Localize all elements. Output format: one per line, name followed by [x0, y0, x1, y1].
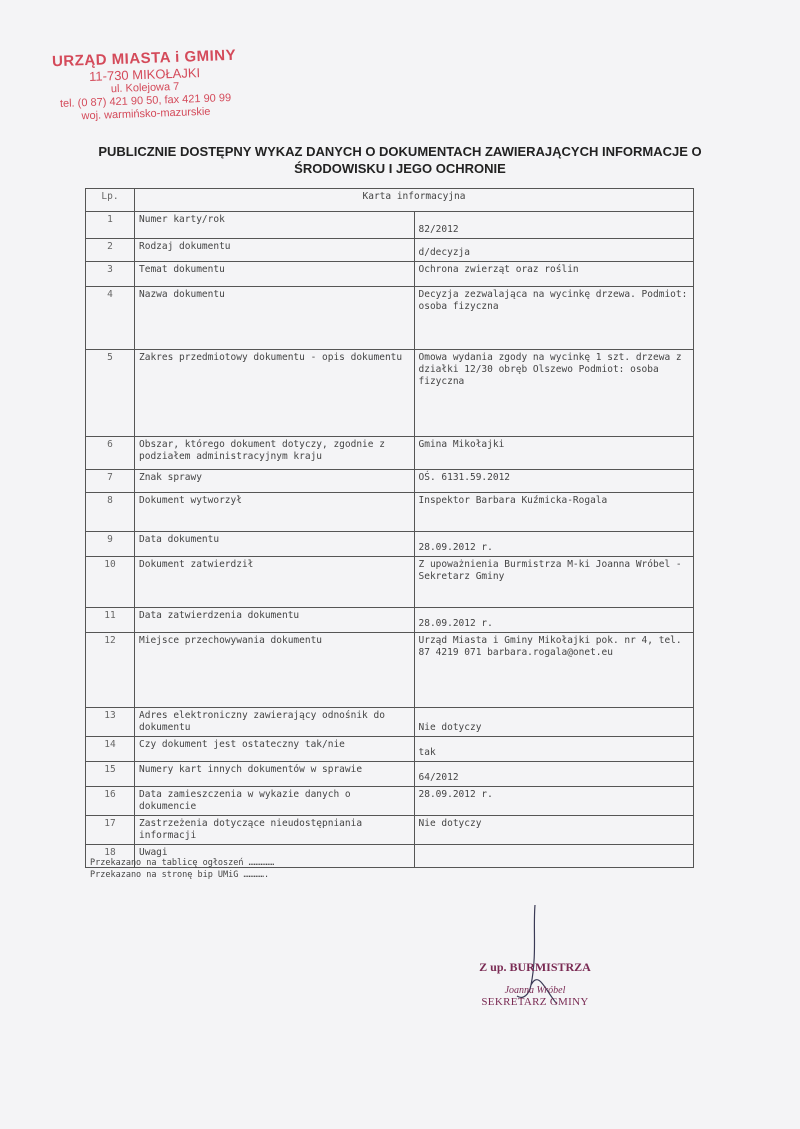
row-number: 15	[86, 762, 135, 787]
signature-stamp	[455, 960, 615, 1008]
table-row	[86, 633, 694, 708]
table-row	[86, 212, 694, 239]
row-value: 64/2012	[414, 762, 694, 787]
row-label: Numer karty/rok	[135, 212, 415, 239]
row-value: Inspektor Barbara Kuźmicka-Rogala	[414, 493, 694, 532]
stamp-region: woj. warmińsko-mazurskie	[81, 105, 211, 123]
row-label: Miejsce przechowywania dokumentu	[135, 633, 415, 708]
row-number: 16	[86, 787, 135, 816]
title-line-2: ŚRODOWISKU I JEGO OCHRONIE	[294, 161, 506, 176]
row-number: 14	[86, 737, 135, 762]
stamp-phone: tel. (0 87) 421 90 50, fax 421 90 99	[59, 92, 232, 110]
page-title	[80, 143, 720, 177]
row-label: Data zamieszczenia w wykazie danych o dokumencie	[135, 787, 415, 816]
row-value: Urząd Miasta i Gminy Mikołajki pok. nr 4, tel. 87 4219 071 barbara.rogala@onet.eu	[414, 633, 694, 708]
title-line-1: PUBLICZNIE DOSTĘPNY WYKAZ DANYCH O DOKUMENTACH ZAWIERAJĄCYCH INFORMACJE O	[98, 144, 702, 159]
row-number: 1	[86, 212, 135, 239]
row-value: 28.09.2012 r.	[414, 532, 694, 557]
row-number: 9	[86, 532, 135, 557]
row-number: 18	[86, 845, 135, 868]
table-row	[86, 737, 694, 762]
table-row	[86, 470, 694, 493]
stamp-postal-code: 11-730 MIKOŁAJKI	[88, 65, 201, 84]
row-label: Obszar, którego dokument dotyczy, zgodnie z podziałem administracyjnym kraju	[135, 437, 415, 470]
note-notice-board: Przekazano na tablicę ogłoszeń ……………	[90, 858, 275, 868]
row-number: 17	[86, 816, 135, 845]
row-value: Nie dotyczy	[414, 708, 694, 737]
header-title: Karta informacyjna	[135, 189, 694, 212]
signature-position: SEKRETARZ GMINY	[481, 996, 589, 1008]
row-number: 8	[86, 493, 135, 532]
row-value: Ochrona zwierząt oraz roślin	[414, 262, 694, 287]
row-number: 11	[86, 608, 135, 633]
header-lp: Lp.	[86, 189, 135, 212]
signature-authority: Z up. BURMISTRZA	[479, 960, 591, 974]
row-value: Z upoważnienia Burmistrza M-ki Joanna Wróbel - Sekretarz Gminy	[414, 557, 694, 608]
table-row	[86, 350, 694, 437]
row-number: 10	[86, 557, 135, 608]
row-label: Data dokumentu	[135, 532, 415, 557]
table-row	[86, 287, 694, 350]
information-card-table	[85, 188, 694, 868]
row-label: Data zatwierdzenia dokumentu	[135, 608, 415, 633]
row-value: 28.09.2012 r.	[414, 608, 694, 633]
row-number: 12	[86, 633, 135, 708]
row-label: Znak sprawy	[135, 470, 415, 493]
transfer-notes	[90, 857, 274, 881]
row-value: tak	[414, 737, 694, 762]
table-row	[86, 239, 694, 262]
row-value: Gmina Mikołajki	[414, 437, 694, 470]
table-row	[86, 532, 694, 557]
row-label: Temat dokumentu	[135, 262, 415, 287]
row-number: 7	[86, 470, 135, 493]
row-value: OŚ. 6131.59.2012	[414, 470, 694, 493]
table-row	[86, 557, 694, 608]
row-value: d/decyzja	[414, 239, 694, 262]
row-number: 6	[86, 437, 135, 470]
table-row	[86, 708, 694, 737]
row-value	[414, 845, 694, 868]
row-label: Uwagi	[135, 845, 415, 868]
row-value: 28.09.2012 r.	[414, 787, 694, 816]
stamp-street: ul. Kolejowa 7	[110, 80, 180, 96]
table-row	[86, 437, 694, 470]
row-value: 82/2012	[414, 212, 694, 239]
row-label: Zastrzeżenia dotyczące nieudostępniania informacji	[135, 816, 415, 845]
row-number: 4	[86, 287, 135, 350]
row-value: Nie dotyczy	[414, 816, 694, 845]
row-label: Dokument wytworzył	[135, 493, 415, 532]
table-row	[86, 493, 694, 532]
table-row	[86, 262, 694, 287]
note-bip-page: Przekazano na stronę bip UMiG ………….	[90, 870, 270, 880]
row-label: Zakres przedmiotowy dokumentu - opis dokumentu	[135, 350, 415, 437]
row-number: 2	[86, 239, 135, 262]
row-label: Nazwa dokumentu	[135, 287, 415, 350]
table-row	[86, 787, 694, 816]
row-number: 5	[86, 350, 135, 437]
table-row	[86, 608, 694, 633]
row-value: Omowa wydania zgody na wycinkę 1 szt. drzewa z działki 12/30 obręb Olszewo Podmiot: osoba fizyczna	[414, 350, 694, 437]
row-label: Numery kart innych dokumentów w sprawie	[135, 762, 415, 787]
row-label: Czy dokument jest ostateczny tak/nie	[135, 737, 415, 762]
table-row	[86, 762, 694, 787]
row-value: Decyzja zezwalająca na wycinkę drzewa. Podmiot: osoba fizyczna	[414, 287, 694, 350]
row-number: 3	[86, 262, 135, 287]
row-label: Adres elektroniczny zawierający odnośnik do dokumentu	[135, 708, 415, 737]
table-row	[86, 816, 694, 845]
office-stamp	[29, 46, 261, 125]
row-number: 13	[86, 708, 135, 737]
row-label: Dokument zatwierdził	[135, 557, 415, 608]
signature-name: Joanna Wróbel	[504, 985, 566, 996]
row-label: Rodzaj dokumentu	[135, 239, 415, 262]
table-header-row	[86, 189, 694, 212]
stamp-office-name: URZĄD MIASTA i GMINY	[51, 46, 237, 71]
